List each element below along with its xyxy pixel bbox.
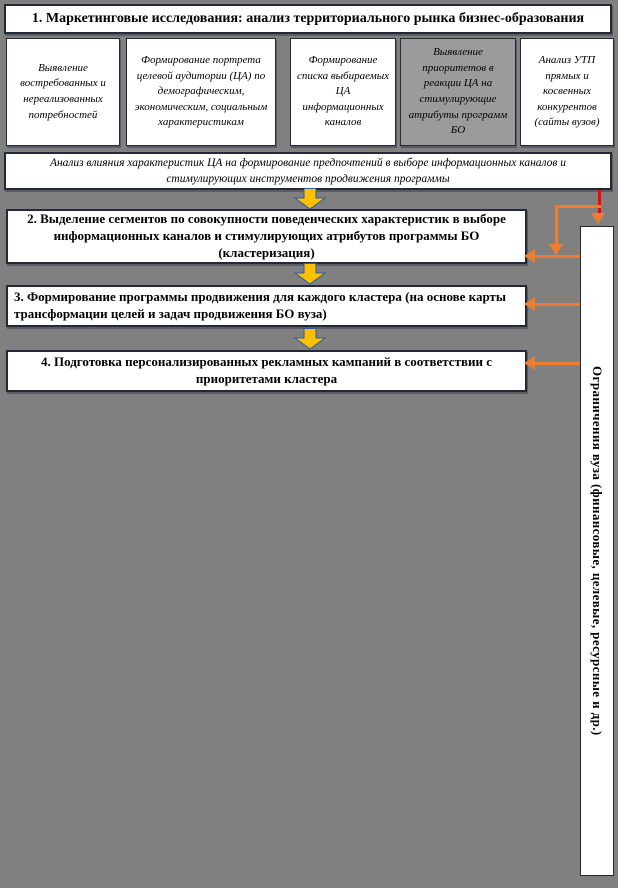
constraint-branch-horizontal-line xyxy=(555,205,601,208)
constraint-connector-red-line xyxy=(598,190,601,214)
constraint-line-to-stage2 xyxy=(535,255,580,258)
task-box-priorities-highlighted: Выявление приоритетов в реакции ЦА на стимулирующие атрибуты программ БО xyxy=(400,38,516,146)
analysis-note-box: Анализ влияния характеристик ЦА на формирование предпочтений в выборе информационных каналов и стимулирующих инструментов продвижения программы xyxy=(4,152,612,190)
stage-3-promotion-program-box: 3. Формирование программы продвижения для каждого кластера (на основе карты трансформации целей и задач продвижения БО вуза) xyxy=(6,285,527,327)
constraint-branch-arrowhead-down-icon xyxy=(549,244,563,255)
task-box-channel-list: Формирование списка выбираемых ЦА информационных каналов xyxy=(290,38,396,146)
constraint-arrowhead-into-constraints-icon xyxy=(591,213,605,224)
flow-down-arrow-2-icon xyxy=(293,263,327,285)
constraint-arrowhead-stage4-icon xyxy=(524,356,535,370)
task-box-audience-portrait: Формирование портрета целевой аудитории (ЦА) по демографическим, экономическим, социальным характеристикам xyxy=(126,38,276,146)
task-box-competitor-analysis: Анализ УТП прямых и косвенных конкурентов (сайты вузов) xyxy=(520,38,614,146)
task-box-needs-identification: Выявление востребованных и нереализованных потребностей xyxy=(6,38,120,146)
constraint-branch-vertical-line xyxy=(555,205,558,245)
constraints-box: Ограничения вуза (финансовые, целевые, ресурсные и др.) xyxy=(580,226,614,876)
flow-down-arrow-1-icon xyxy=(293,188,327,210)
stage-4-personalized-campaigns-box: 4. Подготовка персонализированных рекламных кампаний в соответствии с приоритетами кластера xyxy=(6,350,527,392)
stage-2-segmentation-box: 2. Выделение сегментов по совокупности поведенческих характеристик в выборе информационных каналов и стимулирующих атрибутов программы БО (кластеризация) xyxy=(6,209,527,264)
constraint-line-to-stage3 xyxy=(535,303,580,306)
constraint-arrowhead-stage3-icon xyxy=(524,297,535,311)
flow-down-arrow-3-icon xyxy=(293,328,327,350)
constraint-arrowhead-stage2-icon xyxy=(524,249,535,263)
diagram-title: 1. Маркетинговые исследования: анализ территориального рынка бизнес-образования xyxy=(4,4,612,34)
constraint-line-to-stage4 xyxy=(535,362,580,365)
